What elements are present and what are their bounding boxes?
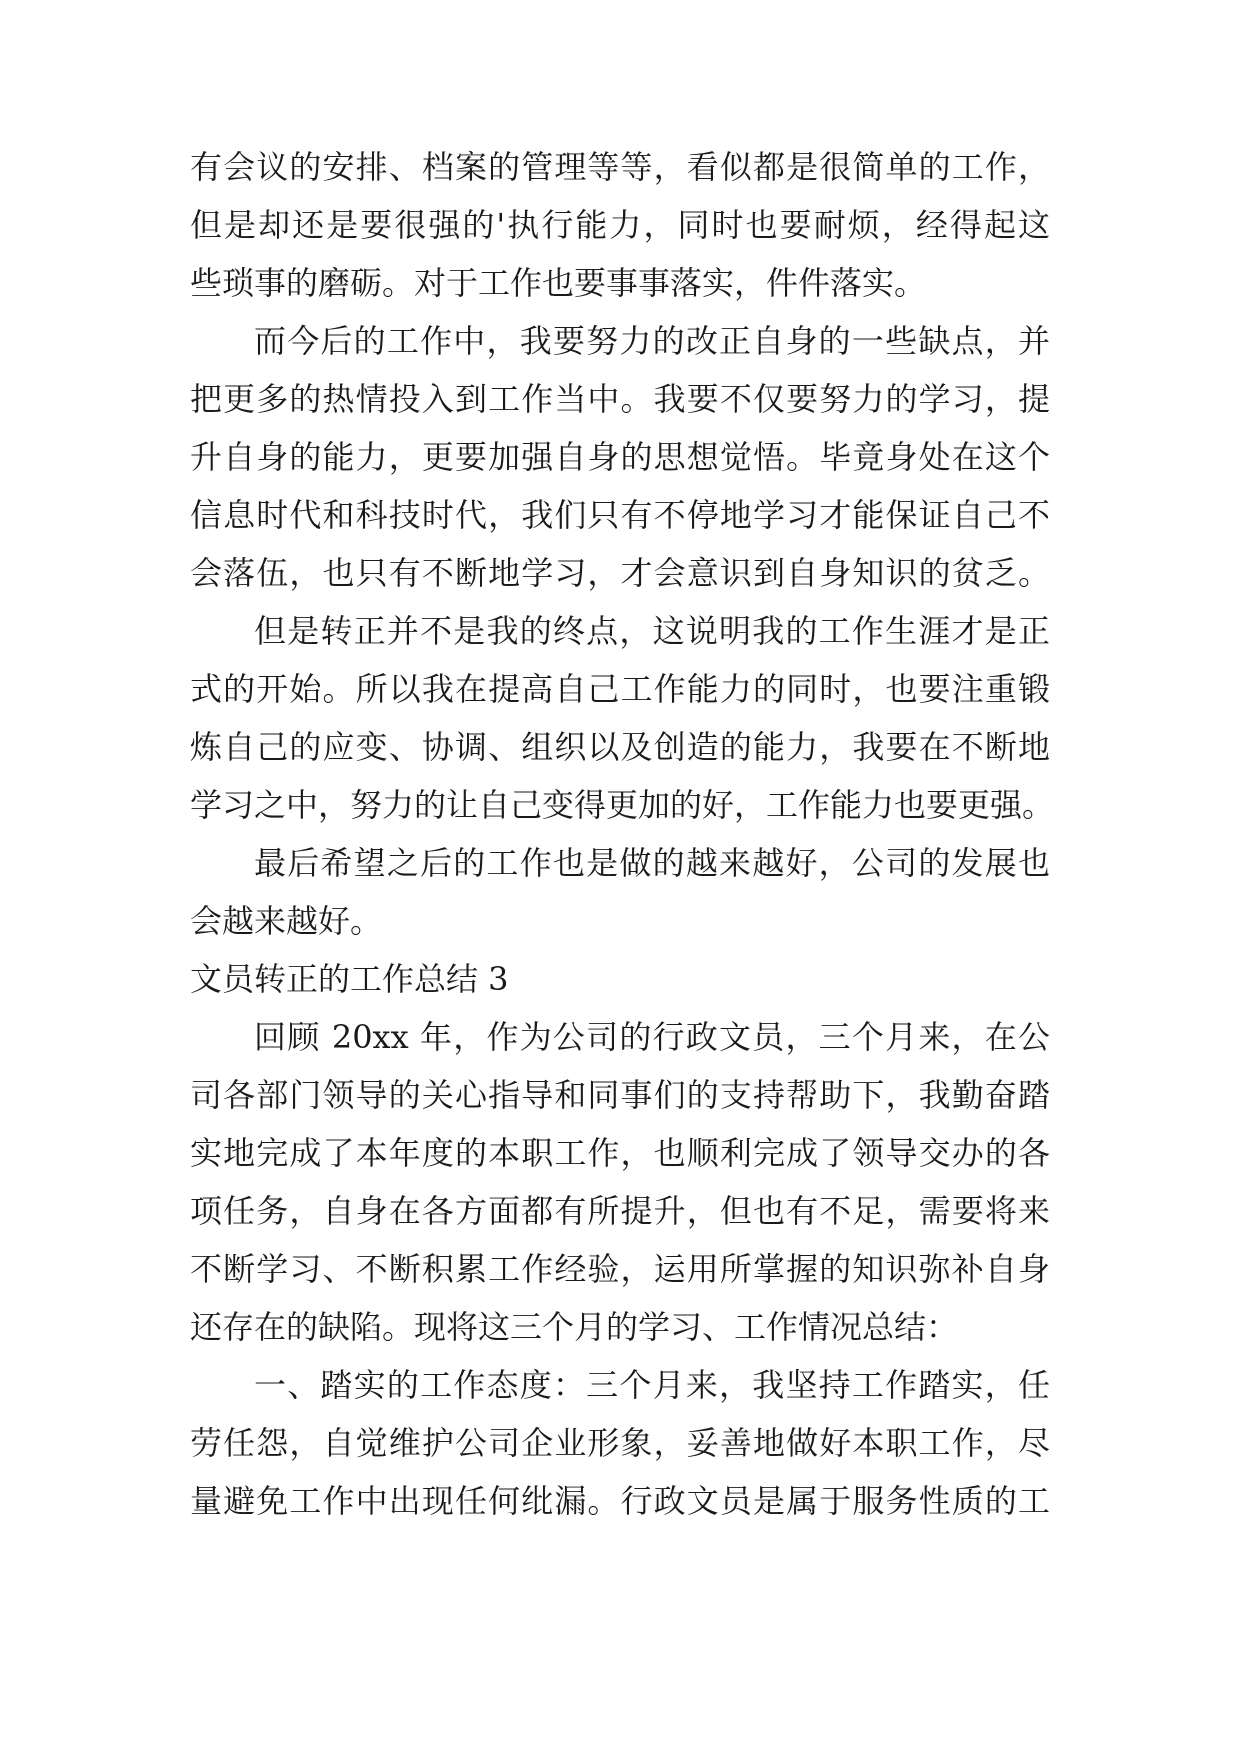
text-line: 但是却还是要很强的'执行能力，同时也要耐烦，经得起这 [190, 206, 1050, 244]
text-line: 信息时代和科技时代，我们只有不停地学习才能保证自己不 [190, 496, 1050, 534]
text-line: 会越来越好。 [190, 902, 383, 940]
document-body [190, 138, 1055, 1530]
text-line: 式的开始。所以我在提高自己工作能力的同时，也要注重锻 [190, 670, 1050, 708]
text-line: 最后希望之后的工作也是做的越来越好，公司的发展也 [254, 844, 1050, 882]
text-line: 把更多的热情投入到工作当中。我要不仅要努力的学习，提 [190, 380, 1050, 418]
text-line: 但是转正并不是我的终点，这说明我的工作生涯才是正 [254, 612, 1050, 650]
text-line: 一、踏实的工作态度：三个月来，我坚持工作踏实，任 [254, 1366, 1050, 1404]
text-line: 升自身的能力，更要加强自身的思想觉悟。毕竟身处在这个 [190, 438, 1050, 476]
text-line: 量避免工作中出现任何纰漏。行政文员是属于服务性质的工 [190, 1482, 1050, 1520]
text-line: 些琐事的磨砺。对于工作也要事事落实，件件落实。 [190, 264, 927, 302]
text-line: 学习之中，努力的让自己变得更加的好，工作能力也要更强。 [190, 786, 1055, 824]
text-line: 回顾 20xx 年，作为公司的行政文员，三个月来，在公 [254, 1018, 1050, 1056]
text-line: 文员转正的工作总结 3 [190, 960, 509, 998]
text-line: 项任务，自身在各方面都有所提升，但也有不足，需要将来 [190, 1192, 1050, 1230]
text-line: 还存在的缺陷。现将这三个月的学习、工作情况总结： [190, 1308, 959, 1346]
text-line: 有会议的安排、档案的管理等等，看似都是很简单的工作， [190, 148, 1050, 186]
text-line: 劳任怨，自觉维护公司企业形象，妥善地做好本职工作，尽 [190, 1424, 1050, 1462]
text-line: 炼自己的应变、协调、组织以及创造的能力，我要在不断地 [190, 728, 1050, 766]
text-line: 会落伍，也只有不断地学习，才会意识到自身知识的贫乏。 [190, 554, 1050, 592]
text-line: 司各部门领导的关心指导和同事们的支持帮助下，我勤奋踏 [190, 1076, 1050, 1114]
text-line: 实地完成了本年度的本职工作，也顺利完成了领导交办的各 [190, 1134, 1050, 1172]
text-line: 不断学习、不断积累工作经验，运用所掌握的知识弥补自身 [190, 1250, 1050, 1288]
text-line: 而今后的工作中，我要努力的改正自身的一些缺点，并 [254, 322, 1050, 360]
